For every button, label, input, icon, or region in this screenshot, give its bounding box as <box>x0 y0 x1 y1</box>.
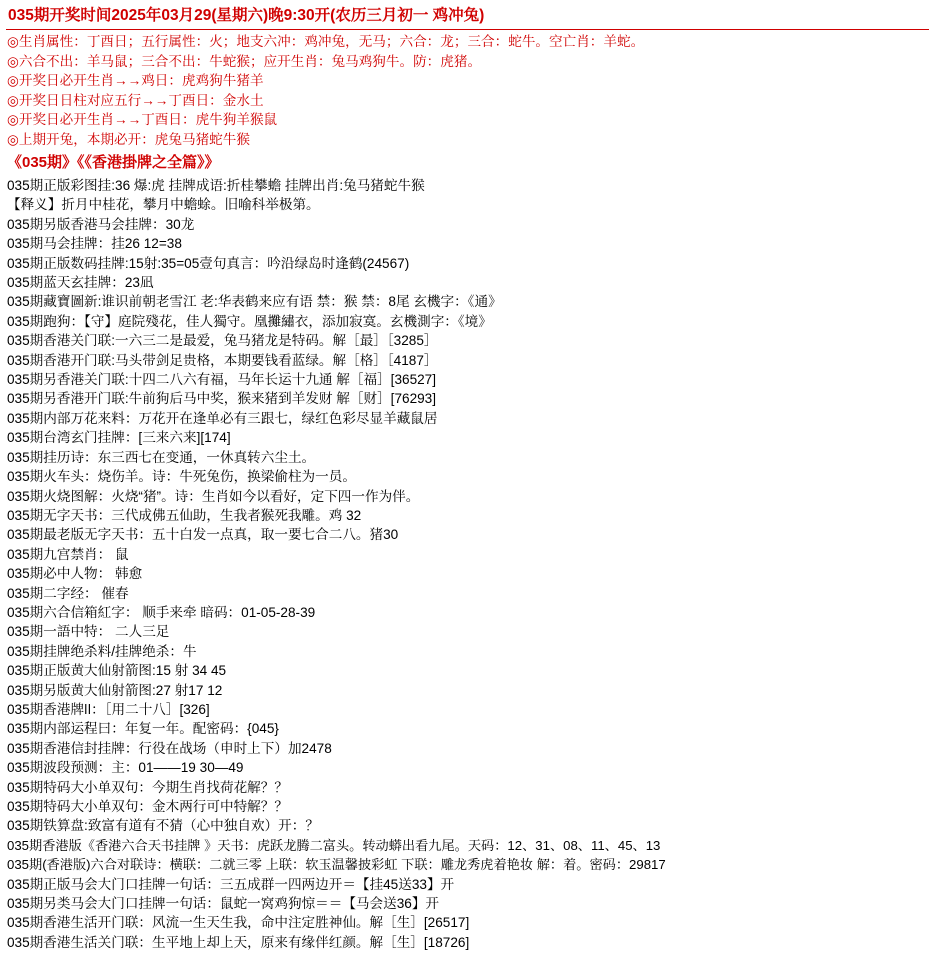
attributes-block <box>6 32 929 149</box>
content-line: 035期无字天书：三代成佛五仙助，生我者猴死我雕。鸡 32 <box>7 507 362 523</box>
attribute-line: ◎生肖属性：丁酉日；五行属性：火；地支六冲：鸡冲兔，无马；六合：龙；三合：蛇牛。空亡肖：羊蛇。 <box>7 34 645 49</box>
content-line: 035期挂牌绝杀料/挂牌绝杀：牛 <box>7 643 197 659</box>
content-block <box>6 176 929 952</box>
content-line: 035期正版马会大门口挂牌一句话：三五成群一四两边开＝【挂45送33】开 <box>7 876 455 892</box>
content-line: 035期另类马会大门口挂牌一句话：鼠蛇一窝鸡狗惊＝＝【马会送36】开 <box>7 896 440 912</box>
content-line: 【释义】折月中桂花，攀月中蟾蜍。旧喻科举极第。 <box>7 197 320 213</box>
attribute-line: ◎开奖日必开生肖→→鸡日：虎鸡狗牛猪羊 <box>7 73 264 88</box>
content-line: 035期马会挂牌：挂26 12=38 <box>7 236 182 252</box>
content-line: 035期跑狗：【守】庭院殘花，佳人獨守。凰攤繡衣，添加寂寞。玄機測字：《境》 <box>7 313 492 329</box>
attribute-line: ◎上期开兔，本期必开：虎兔马猪蛇牛猴 <box>7 131 250 147</box>
attribute-line: ◎开奖日必开生肖→→丁酉日：虎牛狗羊猴鼠 <box>7 112 278 127</box>
content-line: 035期特码大小单双句：金木两行可中特解？？ <box>7 799 288 814</box>
content-line: 035期特码大小单双句：今期生肖找荷花解？？ <box>7 779 288 795</box>
page-title: 035期开奖时间2025年03月29(星期六)晚9:30开(农历三月初一 鸡冲兔) <box>8 7 485 24</box>
content-line: 035期另版香港马会挂牌：30龙 <box>7 216 195 232</box>
title-divider <box>6 29 929 30</box>
content-line: 035期香港信封挂牌：行役在战场（申时上下）加2478 <box>7 740 332 756</box>
content-line: 035期香港生活关门联：生平地上却上天，原来有缘伴红颜。解［生］[18726] <box>7 934 470 950</box>
section-title: 《035期》《《香港掛牌之全篇》》 <box>7 154 220 171</box>
content-line: 035期香港版《香港六合天书挂牌 》天书：虎跃龙腾二富头。转动蟒出看九尾。天码：12、31、08、11、45、13 <box>7 837 661 853</box>
content-line: 035期内部运程曰：年复一年。配密码：{045} <box>7 721 279 737</box>
content-line: 035期台湾玄门挂牌：[三来六来][174] <box>7 430 231 446</box>
content-line: 035期火烧图解：火烧“猪”。诗：生肖如今以看好，定下四一作为伴。 <box>7 488 420 504</box>
content-line: 035期一語中特： 二人三足 <box>7 624 170 640</box>
content-line: 035期(香港版)六合对联诗：横联：二就三零 上联：软玉温馨披彩虹 下联：雕龙秀虎着艳妆 解：着。密码：29817 <box>7 857 666 873</box>
content-line: 035期正版黄大仙射箭图:15 射 34 45 <box>7 663 227 679</box>
content-line: 035期香港开门联:马头带剑足贵格，本期要钱看蓝绿。解［格］［4187］ <box>7 352 438 368</box>
content-line: 035期另香港关门联:十四二八六有福，马年长运十九通 解［福］[36527] <box>7 372 437 388</box>
content-line: 035期香港牌ǀǀ：［用二十八］[326] <box>7 701 210 717</box>
content-line: 035期香港生活开门联：风流一生天生我，命中注定胜神仙。解［生］[26517] <box>7 915 470 931</box>
content-line: 035期另香港开门联:牛前狗后马中奖，猴来猪到羊发财 解［财］[76293] <box>7 391 437 407</box>
content-line: 035期火车头：烧伤羊。诗：牛死兔伤，换梁偷柱为一员。 <box>7 469 356 485</box>
content-line: 035期正版彩图挂:36 爆:虎 挂牌成语:折桂攀蟾 挂牌出肖:兔马猪蛇牛猴 <box>7 178 425 193</box>
content-line: 035期九宫禁肖： 鼠 <box>7 546 129 562</box>
attribute-line: ◎六合不出：羊马鼠；三合不出：牛蛇猴；应开生肖：兔马鸡狗牛。防：虎猪。 <box>7 53 482 69</box>
content-line: 035期正版数码挂牌:15射:35=05壹句真言：吟沿绿岛时逢鹤(24567) <box>7 255 410 271</box>
content-line: 035期香港关门联:一六三二是最爱，兔马猪龙是特码。解［最］［3285］ <box>7 333 438 349</box>
content-line: 035期波段预测：主：01——19 30—49 <box>7 760 244 776</box>
content-line: 035期内部万花来料：万花开在逢单必有三跟七，绿红色彩尽显羊藏鼠居 <box>7 410 438 426</box>
content-line: 035期最老版无字天书：五十白发一点真，取一要七合二八。猪30 <box>7 527 399 543</box>
content-line: 035期蓝天玄挂牌：23凪 <box>7 275 154 291</box>
content-line: 035期必中人物： 韩愈 <box>7 566 143 582</box>
content-line: 035期六合信箱紅字： 顺手来牵 暗码：01-05-28-39 <box>7 604 316 620</box>
content-line: 035期铁算盘:致富有道有不猜（心中独自欢）开：？ <box>7 818 319 834</box>
content-line: 035期挂历诗：东三西七在变通，一休真转六尘土。 <box>7 449 316 465</box>
content-line: 035期另版黄大仙射箭图:27 射17 12 <box>7 682 223 698</box>
content-line: 035期藏寶圖新:谁识前朝老雪江 老:华表鹤来应有语 禁：猴 禁：8尾 玄機字：《通》 <box>7 294 502 310</box>
attribute-line: ◎开奖日日柱对应五行→→丁酉日：金水土 <box>7 92 264 108</box>
content-line: 035期二字经： 催春 <box>7 585 129 601</box>
